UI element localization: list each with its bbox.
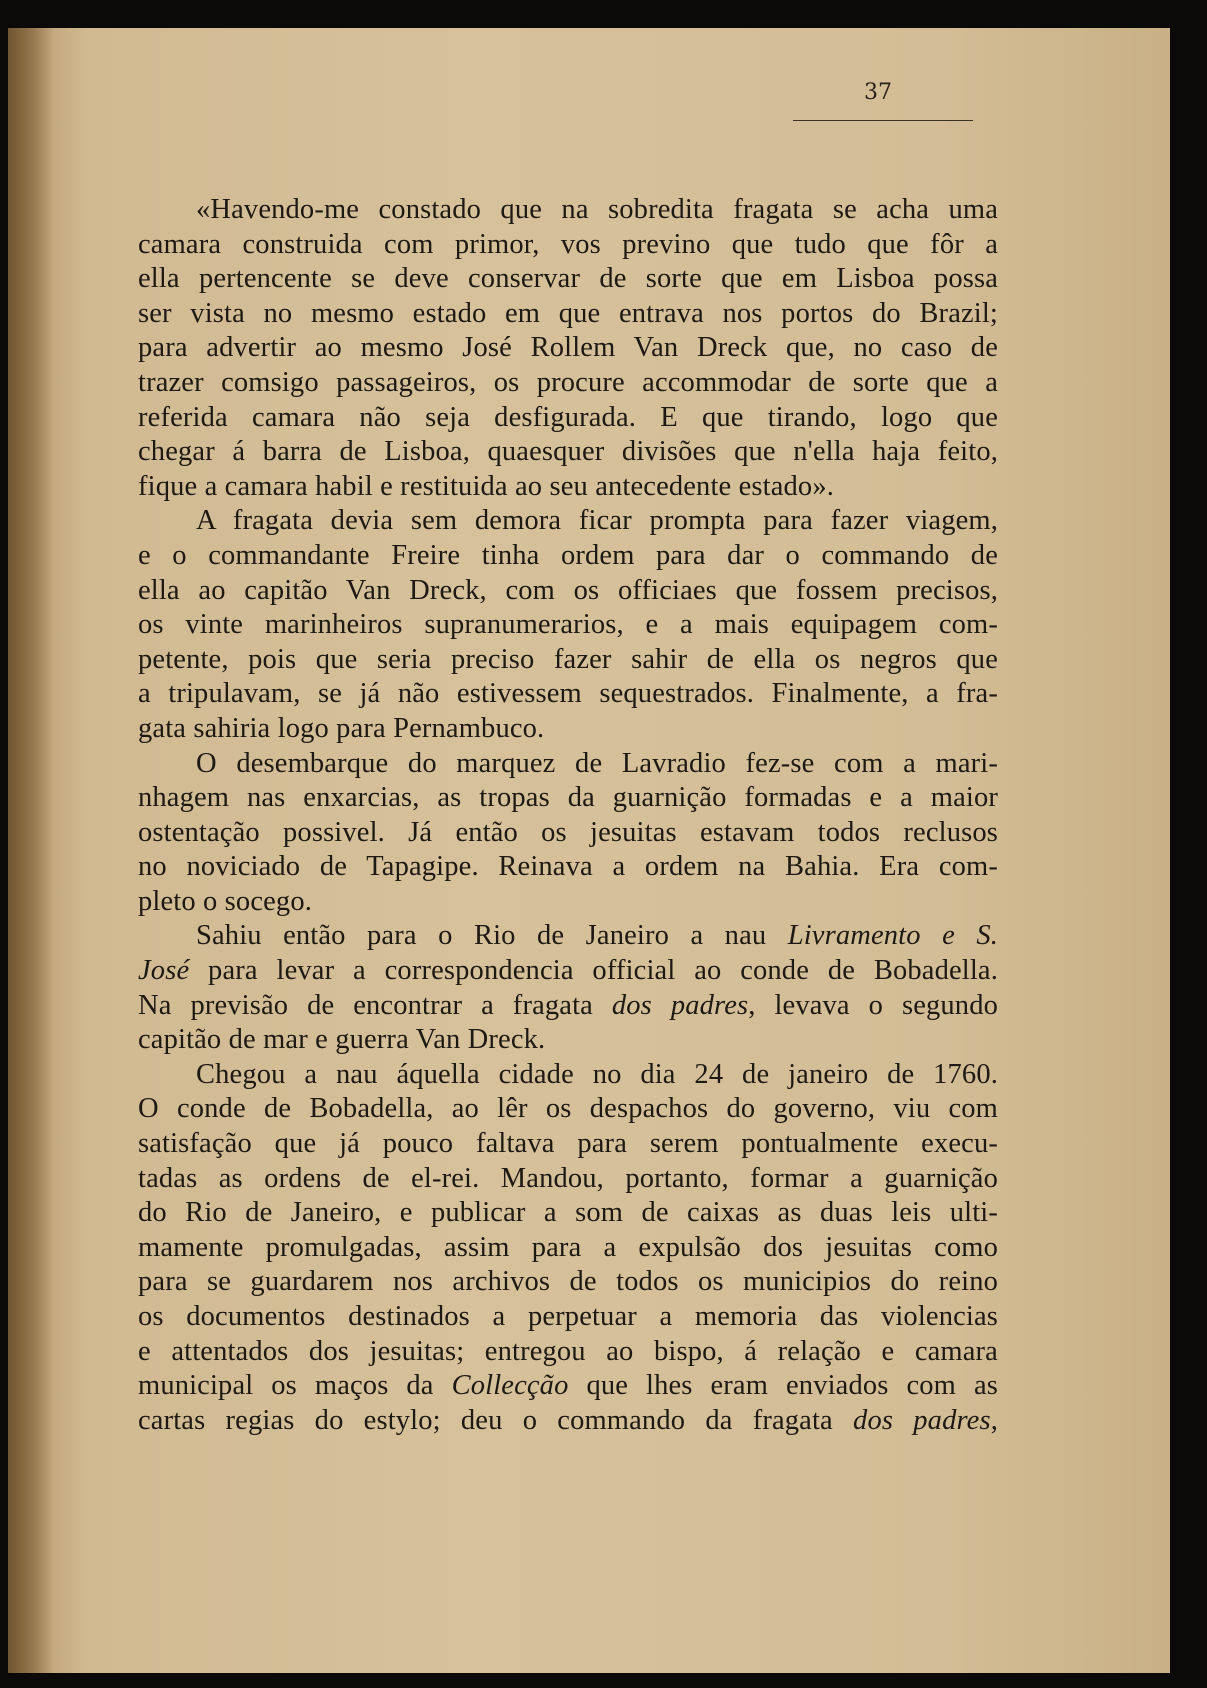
header-rule <box>793 120 973 121</box>
text-line: José para levar a correspondencia official ao conde de Bobadella. <box>138 955 998 987</box>
text-line: Chegou a nau áquella cidade no dia 24 de janeiro de 1760. <box>196 1058 998 1090</box>
text-line: Sahiu então para o Rio de Janeiro a nau Livramento e S. <box>196 920 999 952</box>
body-text <box>138 193 998 1438</box>
text-line: e attentados dos jesuitas; entregou ao bispo, á relação e camara <box>138 1335 998 1367</box>
text-line: pleto o socego. <box>138 885 313 917</box>
page-binding-shadow <box>8 28 54 1673</box>
paragraph <box>138 747 998 920</box>
text-line: camara construida com primor, vos previno que tudo que fôr a <box>138 228 998 260</box>
text-line: petente, pois que seria preciso fazer sahir de ella os negros que <box>138 643 998 675</box>
text-line: no noviciado de Tapagipe. Reinava a ordem na Bahia. Era com- <box>138 851 998 883</box>
text-line: para advertir ao mesmo José Rollem Van Dreck que, no caso de <box>138 332 998 364</box>
page-number: 37 <box>864 80 892 105</box>
text-line: fique a camara habil e restituida ao seu antecedente estado». <box>138 470 834 502</box>
text-line: chegar á barra de Lisboa, quaesquer divisões que n'ella haja feito, <box>138 436 998 468</box>
text-line: tadas as ordens de el-rei. Mandou, portanto, formar a guarnição <box>138 1162 998 1194</box>
text-line: gata sahiria logo para Pernambuco. <box>138 712 545 744</box>
text-line: mamente promulgadas, assim para a expulsão dos jesuitas como <box>138 1231 998 1263</box>
text-line: nhagem nas enxarcias, as tropas da guarnição formadas e a maior <box>138 782 998 814</box>
text-line: e o commandante Freire tinha ordem para dar o commando de <box>138 539 998 571</box>
text-line: ella ao capitão Van Dreck, com os officiaes que fossem precisos, <box>138 574 998 606</box>
book-page <box>8 28 1170 1673</box>
text-line: do Rio de Janeiro, e publicar a som de caixas as duas leis ulti- <box>138 1197 998 1229</box>
text-line: ser vista no mesmo estado em que entrava nos portos do Brazil; <box>138 297 998 329</box>
text-line: os vinte marinheiros supranumerarios, e a mais equipagem com- <box>138 609 998 641</box>
text-line: a tripulavam, se já não estivessem sequestrados. Finalmente, a fra- <box>138 678 998 710</box>
text-line: cartas regias do estylo; deu o commando da fragata dos padres, <box>138 1404 998 1436</box>
text-line: ella pertencente se deve conservar de sorte que em Lisboa possa <box>138 263 998 295</box>
text-line: capitão de mar e guerra Van Dreck. <box>138 1024 546 1056</box>
paragraph <box>138 1058 998 1439</box>
text-line: referida camara não seja desfigurada. E que tirando, logo que <box>138 401 998 433</box>
paragraph <box>138 504 998 746</box>
text-line: municipal os maços da Collecção que lhes eram enviados com as <box>138 1370 998 1402</box>
text-line: os documentos destinados a perpetuar a memoria das violencias <box>138 1301 998 1332</box>
text-line: para se guardarem nos archivos de todos os municipios do reino <box>138 1266 998 1298</box>
text-line: trazer comsigo passageiros, os procure accommodar de sorte que a <box>138 366 998 398</box>
paragraph <box>138 193 998 504</box>
text-line: satisfação que já pouco faltava para serem pontualmente execu- <box>138 1128 998 1160</box>
paragraph <box>138 919 998 1057</box>
text-line: O desembarque do marquez de Lavradio fez-se com a mari- <box>196 747 998 779</box>
text-line: O conde de Bobadella, ao lêr os despachos do governo, viu com <box>138 1093 998 1125</box>
text-line: Na previsão de encontrar a fragata dos padres, levava o segundo <box>138 989 998 1021</box>
text-line: «Havendo-me constado que na sobredita fragata se acha uma <box>196 194 998 225</box>
text-line: ostentação possivel. Já então os jesuitas estavam todos reclusos <box>138 816 998 848</box>
text-line: A fragata devia sem demora ficar prompta para fazer viagem, <box>196 505 998 537</box>
